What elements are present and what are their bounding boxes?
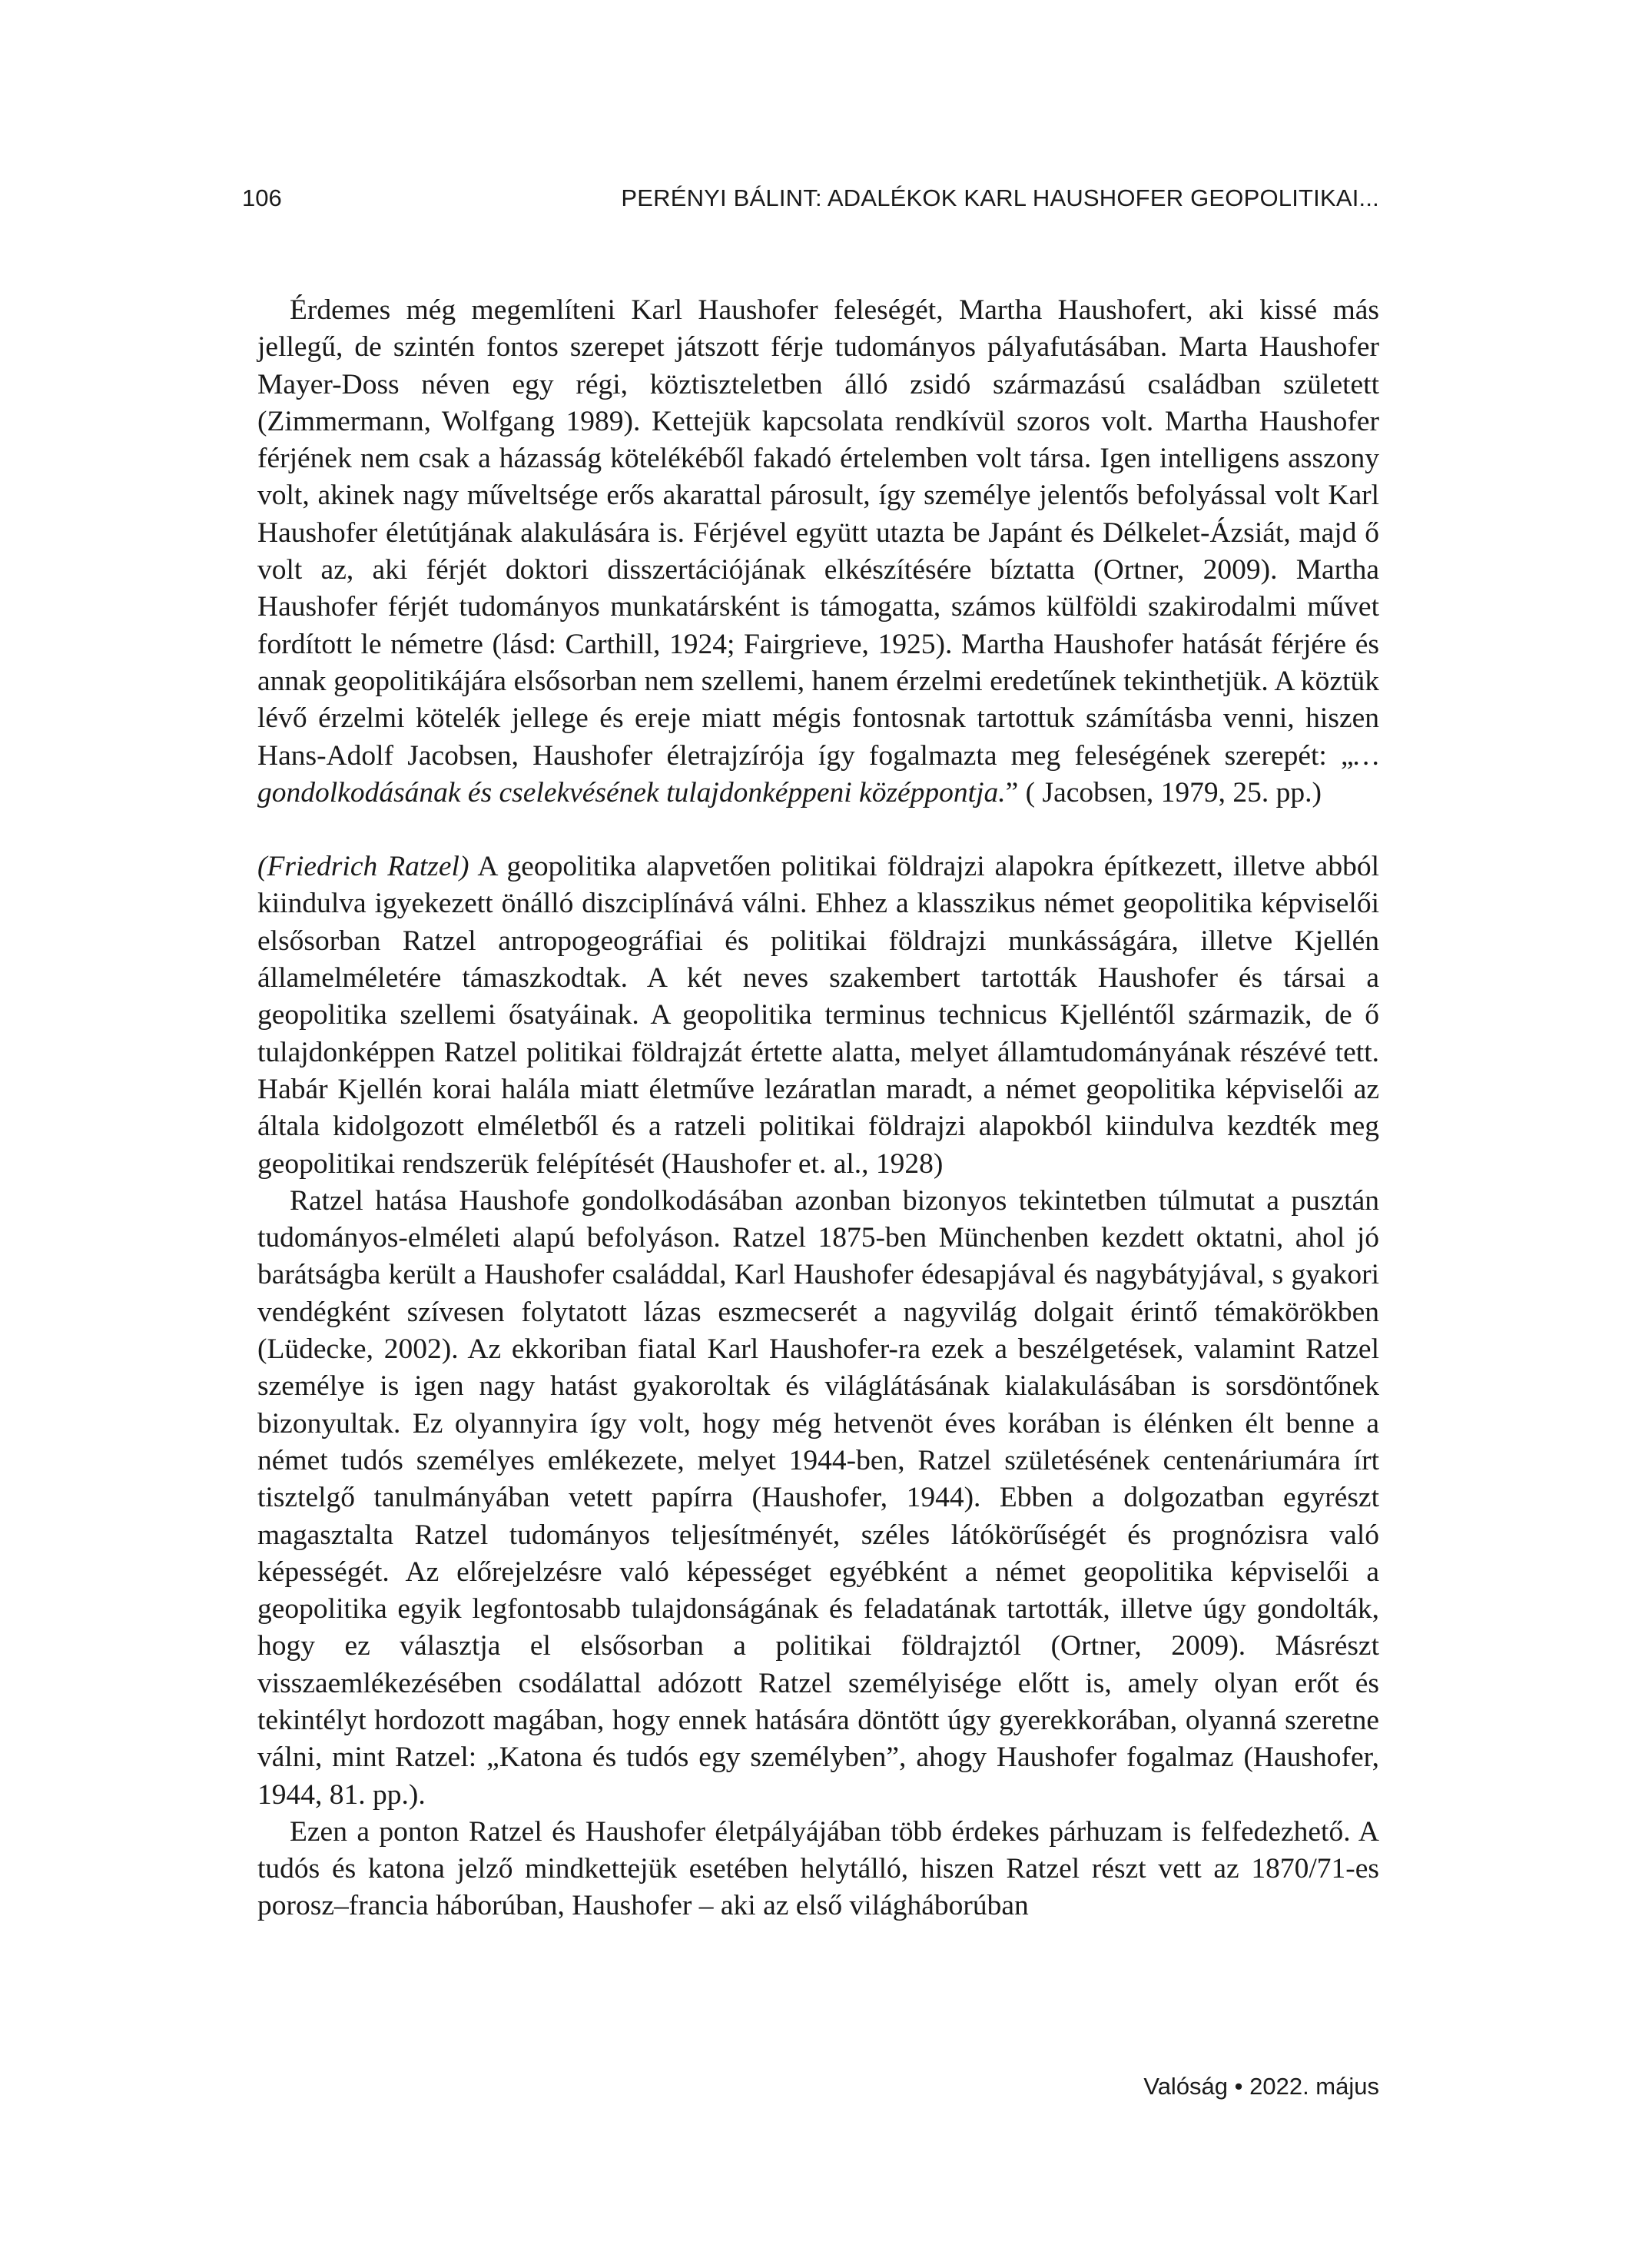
paragraph-martha-haushofer xyxy=(257,292,1379,812)
jacobsen-quote: …gondolkodásának és cselekvésének tulajdonképpeni középpontja. xyxy=(257,739,1379,809)
article-body xyxy=(257,292,1379,1925)
page-number: 106 xyxy=(242,184,282,211)
citation: ” ( Jacobsen, 1979, 25. pp.) xyxy=(1005,776,1322,809)
section-lead-label: (Friedrich Ratzel) xyxy=(257,851,469,883)
paragraph-ratzel-intro xyxy=(257,848,1379,1183)
paragraph-ratzel-influence: Ratzel hatása Haushofe gondolkodásában azonban bizonyos tekintetben túlmutat a pusztán tudományos-elméleti alapú befolyáson. Ratzel 1875-ben Münchenben kezdett oktatni, ahol jó barátságba került a Haushofer családdal, Karl Haushofer édesapjával és nagybátyjával, s gyakori vendégként szívesen folytatott lázas eszmecserét a nagyvilág dolgait érintő témakörökben (Lüdecke, 2002). Az ekkoriban fiatal Karl Haushofer-ra ezek a beszélgetések, valamint Ratzel személye is igen nagy hatást gyakoroltak és világlátásának kialakulásában is sorsdöntőnek bizonyultak. Ez olyannyira így volt, hogy még hetvenöt éves korában is élénken élt benne a német tudós személyes emlékezete, melyet 1944-ben, Ratzel születésének centenáriumára írt tisztelgő tanulmányában vetett papírra (Haushofer, 1944). Ebben a dolgozatban egyrészt magasztalta Ratzel tudományos teljesítményét, széles látókörűségét és prognózisra való képességét. Az előrejelzésre való képességet egyébként a német geopolitika képviselői a geopolitika egyik legfontosabb tulajdonságának és feladatának tartották, illetve úgy gondolták, hogy ez választja el elsősorban a politikai földrajztól (Ortner, 2009). Másrészt visszaemlékezésében csodálattal adózott Ratzel személyisége előtt is, amely olyan erőt és tekintélyt hordozott magában, hogy ennek hatására döntött úgy gyerekkorában, olyanná szeretne válni, mint Ratzel: „Katona és tudós egy személyben”, ahogy Haushofer fogalmaz (Haushofer, 1944, 81. pp.). xyxy=(257,1184,1379,1811)
page-header xyxy=(242,184,1379,223)
journal-footer: Valóság • 2022. május xyxy=(1143,2073,1379,2100)
paragraph-text: Érdemes még megemlíteni Karl Haushofer feleségét, Martha Haushofert, aki kissé más jellegű, de szintén fontos szerepet játszott férje tudományos pályafutásában. Marta Haushofer Mayer-Doss néven egy régi, köztiszteletben álló zsidó származású családban született (Zimmermann, Wolfgang 1989). Kettejük kapcsolata rendkívül szoros volt. Martha Haushofer férjének nem csak a házasság kötelékéből fakadó értelemben volt társa. Igen intelligens asszony volt, akinek nagy műveltsége erős akarattal párosult, így személye jelentős befolyással volt Karl Haushofer életútjának alakulására is. Férjével együtt utazta be Japánt és Délkelet-Ázsiát, majd ő volt az, aki férjét doktori disszertációjának elkészítésére bíztatta (Ortner, 2009). Martha Haushofer férjét tudományos munkatársként is támogatta, számos külföldi szakirodalmi művet fordított le németre (lásd: Carthill, 1924; Fairgrieve, 1925). Martha Haushofer hatását férjére és annak geopolitikájára elsősorban nem szellemi, hanem érzelmi eredetűnek tekinthetjük. A köztük lévő érzelmi kötelék jellege és ereje miatt mégis fontosnak tartottuk számításba venni, hiszen Hans-Adolf Jacobsen, Haushofer életrajzírója így fogalmazta meg feleségének szerepét: „ xyxy=(257,294,1379,772)
paragraph-text: A geopolitika alapvetően politikai földrajzi alapokra építkezett, illetve abból kiindulva igyekezett önálló diszciplínává válni. Ehhez a klasszikus német geopolitika képviselői elsősorban Ratzel antropogeográfiai és politikai földrajzi munkásságára, illetve Kjellén államelméletére támaszkodtak. A két neves szakembert tartották Haushofer és társai a geopolitika szellemi ősatyáinak. A geopolitika terminus technicus Kjelléntől származik, de ő tulajdonképpen Ratzel politikai földrajzát értette alatta, melyet államtudományának részévé tett. Habár Kjellén korai halála miatt életműve lezáratlan maradt, a német geopolitika képviselői az általa kidolgozott elméletből és a ratzeli politikai földrajzi alapokból kiindulva kezdték meg geopolitikai rendszerük felépítését (Haushofer et. al., 1928) xyxy=(257,851,1379,1180)
running-title: PERÉNYI BÁLINT: ADALÉKOK KARL HAUSHOFER GEOPOLITIKAI... xyxy=(621,184,1379,211)
paragraph-parallels: Ezen a ponton Ratzel és Haushofer életpályájában több érdekes párhuzam is felfedezhető. A tudós és katona jelző mindkettejük esetében helytálló, hiszen Ratzel részt vett az 1870/71-es porosz–francia háborúban, Haushofer – aki az első világháborúban xyxy=(257,1815,1379,1922)
